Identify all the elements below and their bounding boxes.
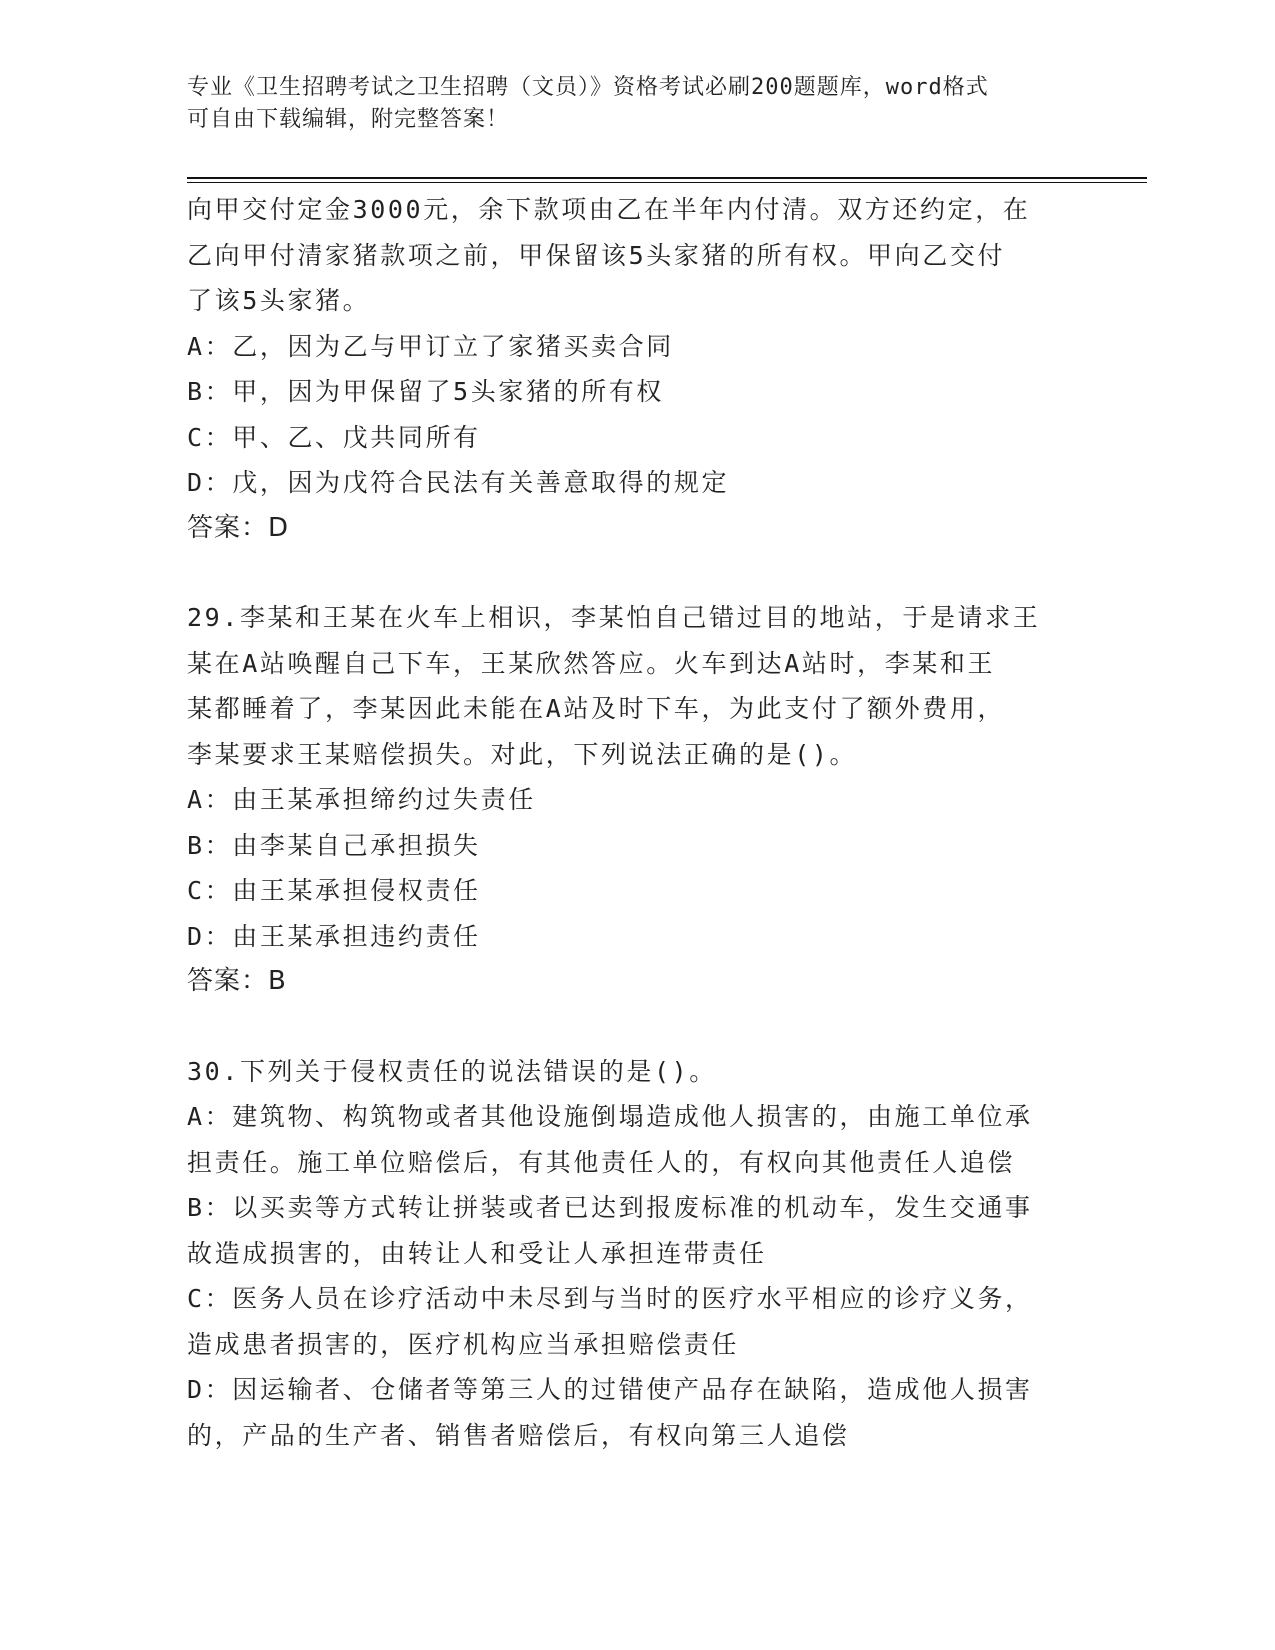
q28-stem-line: 向甲交付定金3000元，余下款项由乙在半年内付清。双方还约定，在 — [187, 195, 1031, 224]
q28-stem-line: 乙向甲付清家猪款项之前，甲保留该5头家猪的所有权。甲向乙交付 — [187, 240, 1006, 270]
question-28 — [187, 187, 1087, 551]
q28-option-c: C：甲、乙、戊共同所有 — [187, 422, 481, 452]
q29-option-b: B：由李某自己承担损失 — [187, 830, 481, 860]
question-spacer — [187, 551, 1087, 595]
header-rule-thick — [187, 177, 1147, 179]
question-spacer — [187, 1005, 1087, 1049]
question-content — [187, 187, 1087, 1458]
q29-stem-line: 李某要求王某赔偿损失。对此，下列说法正确的是()。 — [187, 739, 858, 769]
header-line-1: 专业《卫生招聘考试之卫生招聘（文员）》资格考试必刷200题题库，word格式 — [187, 75, 989, 100]
q29-answer: 答案：B — [187, 966, 287, 996]
q28-option-b: B：甲，因为甲保留了5头家猪的所有权 — [187, 377, 664, 406]
q29-option-c: C：由王某承担侵权责任 — [187, 876, 481, 905]
q29-option-d: D：由王某承担违约责任 — [187, 921, 481, 951]
q28-answer: 答案：D — [187, 512, 290, 543]
q28-option-a: A：乙，因为乙与甲订立了家猪买卖合同 — [187, 331, 674, 361]
q29-stem-line: 29.李某和王某在火车上相识，李某怕自己错过目的地站，于是请求王 — [187, 603, 1041, 632]
q28-option-d: D：戊，因为戊符合民法有关善意取得的规定 — [187, 468, 730, 497]
question-29 — [187, 595, 1087, 1005]
header-line-2: 可自由下载编辑，附完整答案！ — [187, 107, 510, 132]
header-rule-thin — [187, 182, 1147, 183]
q30-option-a: A：建筑物、构筑物或者其他设施倒塌造成他人损害的，由施工单位承 — [187, 1102, 1033, 1131]
q30-option-d: D：因运输者、仓储者等第三人的过错使产品存在缺陷，造成他人损害 — [187, 1375, 1033, 1404]
q30-option-d-cont: 的，产品的生产者、销售者赔偿后，有权向第三人追偿 — [187, 1420, 850, 1450]
q30-option-b-cont: 故造成损害的，由转让人和受让人承担连带责任 — [187, 1238, 767, 1268]
q29-stem-line: 某在A站唤醒自己下车，王某欣然答应。火车到达A站时，李某和王 — [187, 648, 996, 678]
q30-option-c-cont: 造成患者损害的，医疗机构应当承担赔偿责任 — [187, 1329, 740, 1359]
q30-option-a-cont: 担责任。施工单位赔偿后，有其他责任人的，有权向其他责任人追偿 — [187, 1147, 1016, 1177]
q29-stem-line: 某都睡着了，李某因此未能在A站及时下车，为此支付了额外费用， — [187, 694, 1006, 723]
q30-option-c: C：医务人员在诊疗活动中未尽到与当时的医疗水平相应的诊疗义务， — [187, 1284, 1033, 1313]
question-30 — [187, 1049, 1087, 1459]
document-header — [187, 72, 1087, 136]
q30-option-b: B：以买卖等方式转让拼装或者已达到报废标准的机动车，发生交通事 — [187, 1193, 1033, 1222]
q28-stem-line: 了该5头家猪。 — [187, 286, 371, 315]
q30-stem-line: 30.下列关于侵权责任的说法错误的是()。 — [187, 1056, 717, 1086]
q29-option-a: A：由王某承担缔约过失责任 — [187, 785, 536, 814]
